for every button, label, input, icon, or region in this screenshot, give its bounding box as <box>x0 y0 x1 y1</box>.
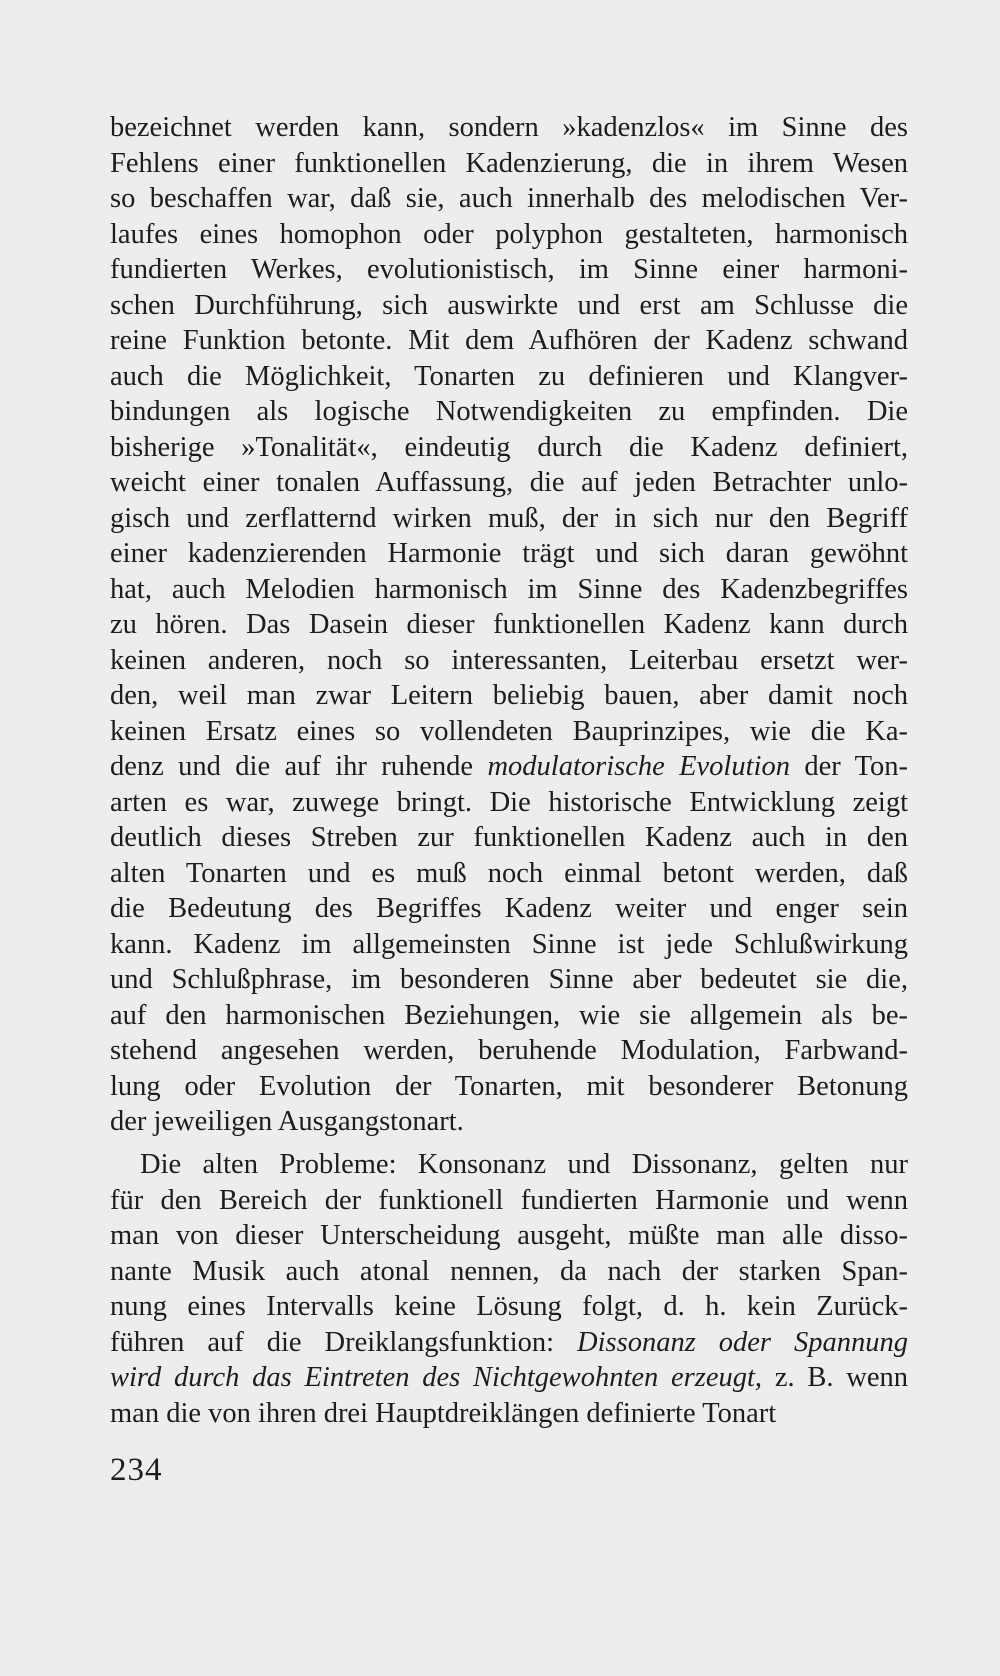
paragraph-2 <box>110 1147 908 1431</box>
text-segment: führen auf die Dreiklangsfunktion: <box>110 1326 578 1358</box>
text-line: Die alten Probleme: Konsonanz und Dissonanz, gelten nur <box>140 1149 908 1180</box>
text-line <box>110 749 908 785</box>
text-line: arten es war, zuwege bringt. Die historische Entwicklung zeigt <box>110 786 908 818</box>
text-line: einer kadenzierenden Harmonie trägt und sich daran gewöhnt <box>110 538 908 569</box>
text-line: nante Musik auch atonal nennen, da nach der starken Span- <box>110 1255 908 1287</box>
text-line: reine Funktion betonte. Mit dem Aufhören der Kadenz schwand <box>110 325 908 356</box>
text-line: man die von ihren drei Hauptdreiklängen definierte Tonart <box>110 1397 777 1429</box>
text-line: alten Tonarten und es muß noch einmal betont werden, daß <box>110 857 908 889</box>
text-segment: der Ton- <box>789 751 908 782</box>
text-line: bezeichnet werden kann, sondern »kadenzlos« im Sinne des <box>110 112 908 143</box>
text-line: der jeweiligen Ausgangstonart. <box>110 1106 464 1137</box>
text-line: bindungen als logische Notwendigkeiten zu empfinden. Die <box>110 396 908 427</box>
text-line: und Schlußphrase, im besonderen Sinne aber bedeutet sie die, <box>110 964 908 995</box>
text-line: deutlich dieses Streben zur funktionellen Kadenz auch in den <box>110 822 908 853</box>
text-line <box>110 1360 908 1396</box>
text-line: nung eines Intervalls keine Lösung folgt, d. h. kein Zurück- <box>110 1291 908 1322</box>
text-line: man von dieser Unterscheidung ausgeht, müßte man alle disso- <box>110 1220 908 1251</box>
text-line: für den Bereich der funktionell fundierten Harmonie und wenn <box>110 1184 908 1216</box>
text-line: fundierten Werkes, evolutionistisch, im Sinne einer harmoni- <box>110 254 908 285</box>
text-line: hat, auch Melodien harmonisch im Sinne des Kadenzbegriffes <box>110 573 908 605</box>
text-line: auf den harmonischen Beziehungen, wie sie allgemein als be- <box>110 999 908 1031</box>
text-line: lung oder Evolution der Tonarten, mit besonderer Betonung <box>110 1070 908 1102</box>
text-line: den, weil man zwar Leitern beliebig bauen, aber damit noch <box>110 680 908 711</box>
text-line: Fehlens einer funktionellen Kadenzierung, die in ihrem Wesen <box>110 147 908 179</box>
text-segment: denz und die auf ihr ruhende <box>110 751 488 782</box>
page-number: 234 <box>110 1452 163 1488</box>
italic-text: wird durch das Eintreten des Nichtgewohnten erzeugt, <box>110 1362 763 1393</box>
text-line: stehend angesehen werden, beruhende Modulation, Farbwand- <box>110 1035 908 1066</box>
text-line: so beschaffen war, daß sie, auch innerhalb des melodischen Ver- <box>110 183 908 214</box>
text-line: kann. Kadenz im allgemeinsten Sinne ist jede Schlußwirkung <box>110 928 908 960</box>
text-segment: z. B. wenn <box>762 1362 908 1393</box>
text-line: bisherige »Tonalität«, eindeutig durch die Kadenz definiert, <box>110 431 908 463</box>
text-line: auch die Möglichkeit, Tonarten zu definieren und Klangver- <box>110 360 908 392</box>
italic-text: modulatorische Evolution <box>487 751 790 782</box>
text-line: weicht einer tonalen Auffassung, die auf jeden Betrachter unlo- <box>110 467 908 498</box>
text-line: die Bedeutung des Begriffes Kadenz weiter und enger sein <box>110 893 908 924</box>
text-line: gisch und zerflatternd wirken muß, der in sich nur den Begriff <box>110 502 908 534</box>
text-line: laufes eines homophon oder polyphon gestalteten, harmonisch <box>110 218 908 250</box>
text-line: keinen anderen, noch so interessanten, Leiterbau ersetzt wer- <box>110 644 908 676</box>
paragraph-1 <box>110 110 908 1140</box>
text-line: keinen Ersatz eines so vollendeten Bauprinzipes, wie die Ka- <box>110 715 908 747</box>
italic-text: Dissonanz oder Spannung <box>577 1326 908 1358</box>
text-line: zu hören. Das Dasein dieser funktionellen Kadenz kann durch <box>110 609 908 640</box>
text-line <box>110 1325 908 1361</box>
text-line: schen Durchführung, sich auswirkte und erst am Schlusse die <box>110 289 908 321</box>
